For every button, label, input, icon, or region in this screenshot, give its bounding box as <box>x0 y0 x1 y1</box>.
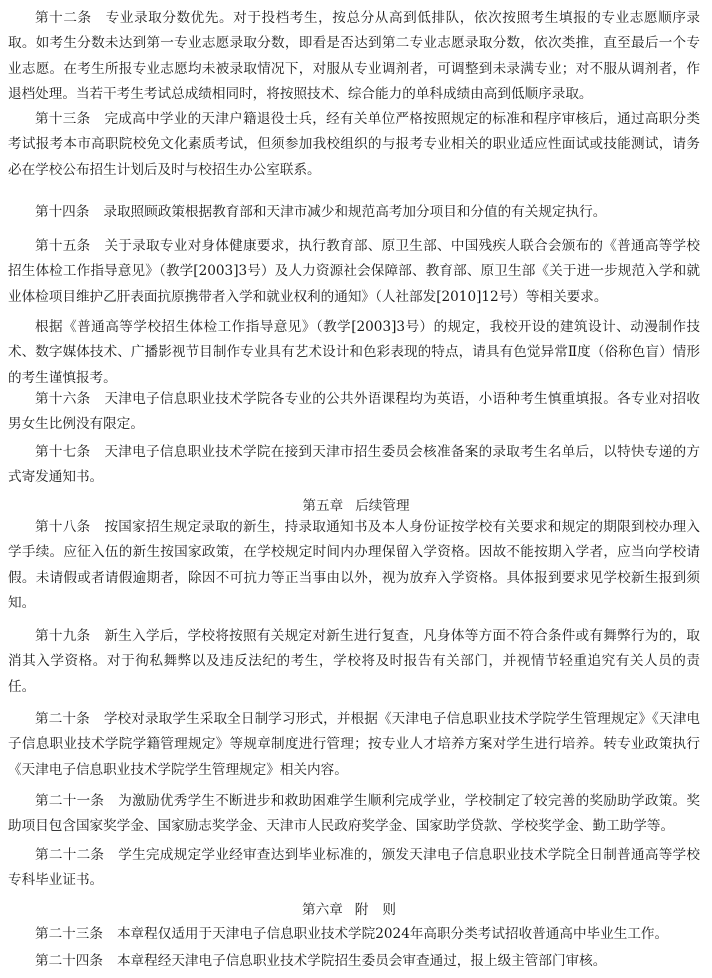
article-number: 第十六条 <box>35 391 91 407</box>
article-number: 第二十四条 <box>35 953 103 969</box>
article-number: 第十九条 <box>35 628 91 644</box>
article-text: 为激励优秀学生不断进步和救助困难学生顺利完成学业，学校制定了较完善的奖励助学政策。奖助项目包含国家奖学金、国家励志奖学金、天津市人民政府奖学金、国家助学贷款、学校奖学金、勤工助学等。 <box>8 793 701 835</box>
article-number: 第二十三条 <box>35 926 103 942</box>
article-17 <box>8 440 700 491</box>
article-22 <box>8 843 700 894</box>
article-15 <box>8 234 700 310</box>
article-12 <box>8 6 700 107</box>
article-21 <box>8 789 700 840</box>
article-15-supplement <box>8 315 700 391</box>
article-number: 第二十二条 <box>35 847 105 863</box>
article-text: 本章程仅适用于天津电子信息职业技术学院2024年高职分类考试招收普通高中毕业生工作。 <box>116 926 669 942</box>
article-number: 第二十条 <box>35 711 90 727</box>
article-number: 第二十一条 <box>35 793 105 809</box>
article-number: 第十五条 <box>35 238 91 254</box>
article-text: 新生入学后，学校将按照有关规定对新生进行复查，凡身体等方面不符合条件或有舞弊行为的，取消其入学资格。对于徇私舞弊以及违反法纪的考生，学校将及时报告有关部门，并视情节轻重追究有关人员的责任。 <box>8 628 701 695</box>
chapter-number: 第六章 <box>302 902 343 918</box>
article-text: 专业录取分数优先。对于投档考生，按总分从高到低排队，依次按照考生填报的专业志愿顺序录取。如考生分数未达到第一专业志愿录取分数，即看是否达到第二专业志愿录取分数，依次类推，直至最后一个专业志愿。在考生所报专业志愿均未被录取情况下，对服从专业调剂者，可调整到未录满专业；对不服从调剂者，作退档处理。当若干考生考试总成绩相同时，将按照技术、综合能力的单科成绩由高到低顺序录取。 <box>8 10 701 102</box>
article-text: 关于录取专业对身体健康要求，执行教育部、原卫生部、中国残疾人联合会颁布的《普通高等学校招生体检工作指导意见》（教学[2003]3号）及人力资源社会保障部、教育部、原卫生部《关于进一步规范入学和就业体检项目维护乙肝表面抗原携带者入学和就业权利的通知》（人社部发[2010]12号）等相关要求。 <box>8 238 701 305</box>
article-20 <box>8 707 700 783</box>
article-text: 完成高中学业的天津户籍退役士兵，经有关单位严格按照规定的标准和程序审核后，通过高职分类考试报考本市高职院校免文化素质考试，但须参加我校组织的与报考专业相关的职业适应性面试或技能测试，请务必在学校公布招生计划后及时与校招生办公室联系。 <box>8 111 701 178</box>
article-text: 本章程经天津电子信息职业技术学院招生委员会审查通过，报上级主管部门审核。 <box>116 953 607 969</box>
article-text: 录取照顾政策根据教育部和天津市减少和规范高考加分项目和分值的有关规定执行。 <box>103 204 607 220</box>
article-18 <box>8 515 700 616</box>
article-19 <box>8 624 700 700</box>
article-number: 第十四条 <box>35 204 90 220</box>
article-14 <box>8 200 700 225</box>
article-16 <box>8 387 700 438</box>
article-number: 第十八条 <box>35 519 91 535</box>
article-number: 第十七条 <box>35 444 91 460</box>
chapter-title: 后续管理 <box>355 498 410 514</box>
article-24 <box>8 949 700 974</box>
article-text: 天津电子信息职业技术学院在接到天津市招生委员会核准备案的录取考生名单后，以特快专递的方式寄发通知书。 <box>8 444 701 486</box>
article-text: 按国家招生规定录取的新生，持录取通知书及本人身份证按学校有关要求和规定的期限到校办理入学手续。应征入伍的新生按国家政策，在学校规定时间内办理保留入学资格。因故不能按期入学者，应当向学校请假。未请假或者请假逾期者，除因不可抗力等正当事由以外，视为放弃入学资格。具体报到要求见学校新生报到须知。 <box>8 519 701 611</box>
article-text: 天津电子信息职业技术学院各专业的公共外语课程均为英语，小语种考生慎重填报。各专业对招收男女生比例没有限定。 <box>8 391 701 433</box>
chapter-6-heading <box>0 898 712 923</box>
chapter-number: 第五章 <box>302 498 344 514</box>
article-13 <box>8 107 700 183</box>
article-number: 第十三条 <box>35 111 91 127</box>
article-text: 学校对录取学生采取全日制学习形式，并根据《天津电子信息职业技术学院学生管理规定》《天津电子信息职业技术学院学籍管理规定》等规章制度进行管理；按专业人才培养方案对学生进行培养。转专业政策执行《天津电子信息职业技术学院学生管理规定》相关内容。 <box>8 711 700 778</box>
article-23 <box>8 922 700 947</box>
article-number: 第十二条 <box>35 10 92 26</box>
article-text: 学生完成规定学业经审查达到毕业标准的，颁发天津电子信息职业技术学院全日制普通高等学校专科毕业证书。 <box>8 847 701 889</box>
article-text: 根据《普通高等学校招生体检工作指导意见》（教学[2003]3号）的规定，我校开设的建筑设计、动漫制作技术、数字媒体技术、广播影视节目制作专业具有艺术设计和色彩表现的特点，请具有色觉异常Ⅱ度（俗称色盲）情形的考生谨慎报考。 <box>8 319 700 386</box>
chapter-title: 附则 <box>354 902 410 918</box>
